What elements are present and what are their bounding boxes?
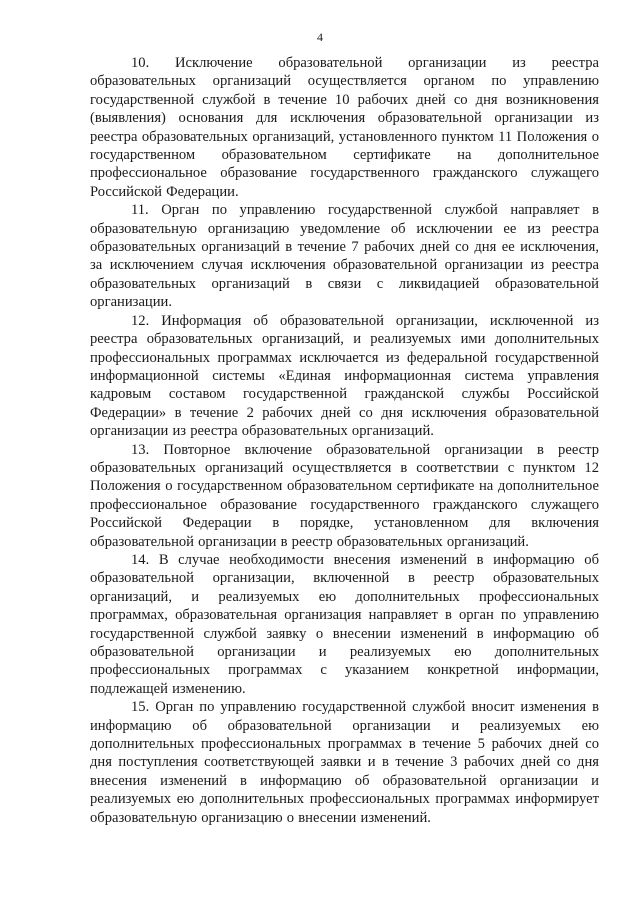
paragraph-13: 13. Повторное включение образовательной организации в реестр образовательных организаций осуществляется в соответствии с пунктом 12 Положения о государственном образовательном сертификате на дополнительное профессиональное образование государственного гражданского служащего Российской Федерации в порядке, установленном для включения образовательной организации в реестр образовательных организаций. — [90, 441, 599, 550]
paragraph-15: 15. Орган по управлению государственной службой вносит изменения в информацию об образовательной организации и реализуемых ею дополнительных профессиональных программах в течение 5 рабочих дней со дня поступления соответствующей заявки и в течение 3 рабочих дней со дня внесения изменений в информацию об образовательной организации и реализуемых ею дополнительных профессиональных программах информирует образовательную организацию о внесении изменений. — [90, 699, 599, 826]
paragraph-10: 10. Исключение образовательной организации из реестра образовательных организаций осуществляется органом по управлению государственной службой в течение 10 рабочих дней со дня возникновения (выявления) основания для исключения образовательной организации из реестра образовательных организаций, установленного пунктом 11 Положения о государственном образовательном сертификате на дополнительное профессиональное образование государственного гражданского служащего Российской Федерации. — [90, 55, 599, 200]
document-body — [90, 54, 599, 827]
paragraph-11: 11. Орган по управлению государственной службой направляет в образовательную организацию уведомление об исключении ее из реестра образовательных организаций в течение 7 рабочих дней со дня ее исключения, за исключением случая исключения образовательной организации из реестра образовательных организаций в связи с ликвидацией образовательной организации. — [90, 202, 599, 311]
page-number: 4 — [317, 30, 323, 44]
paragraph-14: 14. В случае необходимости внесения изменений в информацию об образовательной организации, включенной в реестр образовательных организаций, и реализуемых ею дополнительных профессиональных программах, образовательная организация направляет в орган по управлению государственной службой заявку о внесении изменений в информацию об образовательной организации и реализуемых ею дополнительных профессиональных программах с указанием конкретной информации, подлежащей изменению. — [90, 551, 599, 697]
paragraph-12: 12. Информация об образовательной организации, исключенной из реестра образовательных организаций, и реализуемых ими дополнительных профессиональных программах исключается из федеральной государственной информационной системы «Единая информационная система управления кадровым составом государственной гражданской службы Российской Федерации» в течение 2 рабочих дней со дня исключения образовательной организации из реестра образовательных организаций. — [90, 312, 599, 440]
